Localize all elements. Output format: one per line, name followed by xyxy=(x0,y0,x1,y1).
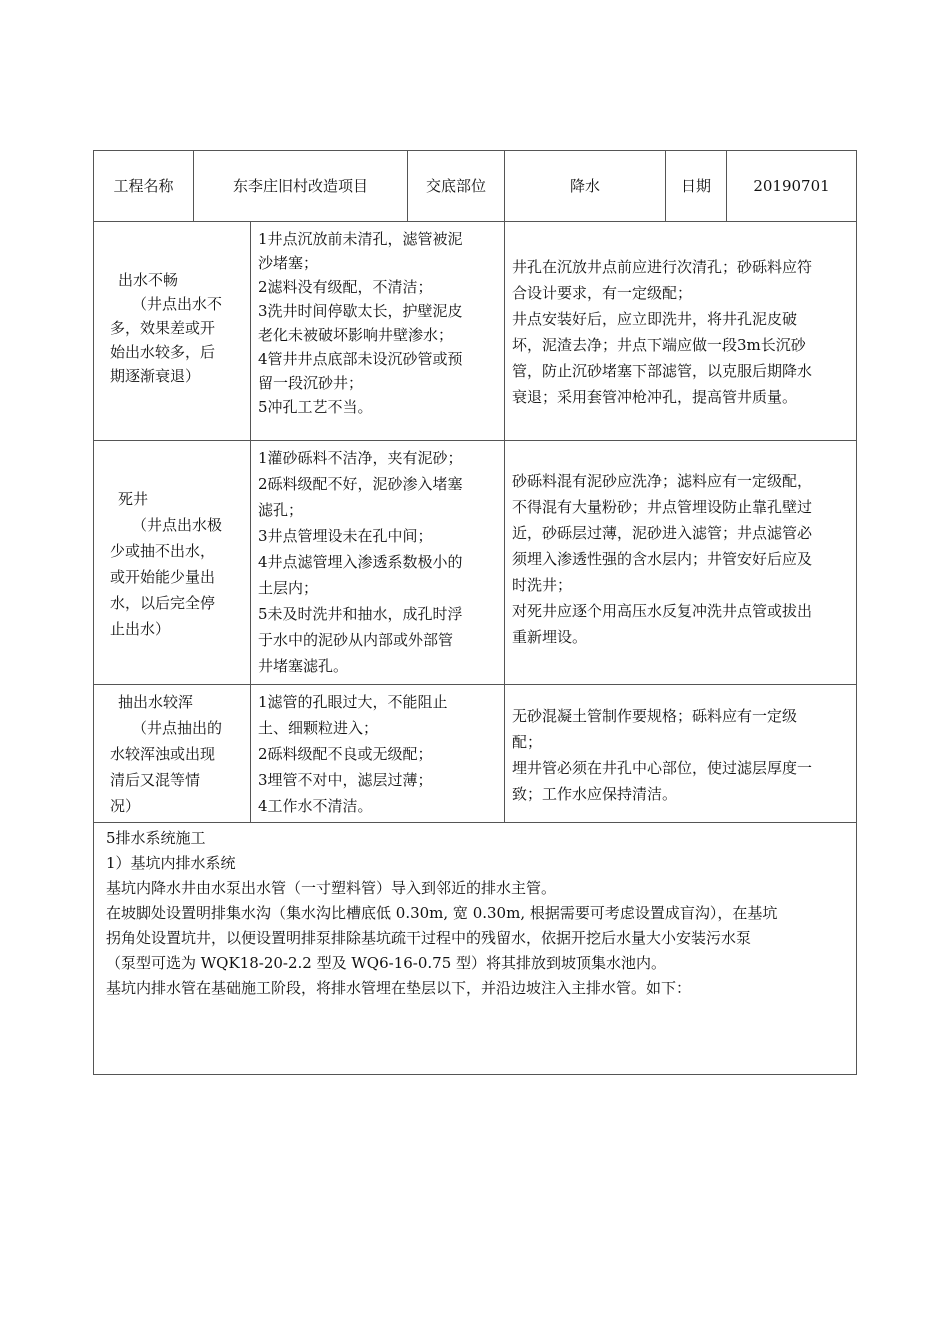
problem-cell xyxy=(110,486,248,682)
cause-line: 1滤管的孔眼过大，不能阻止 xyxy=(258,693,448,711)
cause-line: 1灌砂砾料不洁净，夹有泥砂； xyxy=(258,449,463,467)
project-name-value: 东李庄旧村改造项目 xyxy=(232,177,368,195)
solutions-cell xyxy=(512,468,855,680)
solution-line: 无砂混凝土管制作要规格；砾料应有一定级 xyxy=(512,707,798,725)
date-label: 日期 xyxy=(680,177,711,195)
section-paragraph: 基坑内降水井由水泵出水管（一寸塑料管）导入到邻近的排水主管。 xyxy=(106,879,557,897)
problem-desc: （井点出水不 xyxy=(132,295,223,313)
solution-line: 井孔在沉放井点前应进行次清孔；砂砾料应符 xyxy=(512,258,813,276)
cause-line: 2滤料没有级配，不清洁； xyxy=(258,278,433,296)
cause-line: 于水中的泥砂从内部或外部管 xyxy=(258,631,454,649)
cause-line: 2砾料级配不好，泥砂渗入堵塞 xyxy=(258,475,463,493)
problem-title: 抽出水较浑 xyxy=(118,693,194,711)
cause-line: 沙堵塞； xyxy=(258,254,319,272)
problem-desc: 或开始能少量出 xyxy=(110,568,216,586)
cause-line: 3埋管不对中，滤层过薄； xyxy=(258,771,433,789)
divider xyxy=(250,222,251,822)
problem-desc: 少或抽不出水， xyxy=(110,542,216,560)
solution-line: 不得混有大量粉砂；井点管埋设防止靠孔壁过 xyxy=(512,498,813,516)
solution-line: 须埋入渗透性强的含水层内；井管安好后应及 xyxy=(512,550,813,568)
divider xyxy=(93,440,857,441)
problem-desc: 多，效果差或开 xyxy=(110,319,216,337)
cause-line: 滤孔； xyxy=(258,501,304,519)
problem-desc: 况） xyxy=(110,797,141,815)
causes-cell xyxy=(258,445,502,683)
solution-line: 砂砾料混有泥砂应洗净；滤料应有一定级配， xyxy=(512,472,813,490)
section-paragraph-line: （泵型可选为 WQK18-20-2.2 型及 WQ6-16-0.75 型）将其排放到坡顶集水池内。 xyxy=(106,954,667,972)
problem-title: 出水不畅 xyxy=(118,271,179,289)
problem-desc: 清后又混等情 xyxy=(110,771,201,789)
solution-line: 配； xyxy=(512,733,543,751)
section-paragraph-line: 拐角处设置坑井，以便设置明排泵排除基坑疏干过程中的残留水，依据开挖后水量大小安装污水泵 xyxy=(106,929,752,947)
divider xyxy=(93,221,857,222)
divider xyxy=(504,150,505,822)
solution-line: 致；工作水应保持清洁。 xyxy=(512,785,678,803)
divider xyxy=(93,822,857,823)
solution-line: 井点安装好后，应立即洗井，将井孔泥皮破 xyxy=(512,310,798,328)
causes-cell xyxy=(258,227,502,439)
solutions-cell xyxy=(512,254,855,434)
section-title: 5排水系统施工 xyxy=(106,829,206,847)
problem-desc: 水，以后完全停 xyxy=(110,594,216,612)
problem-desc: 始出水较多，后 xyxy=(110,343,216,361)
cause-line: 老化未被破坏影响井壁渗水； xyxy=(258,326,454,344)
cause-line: 4管井井点底部未设沉砂管或预 xyxy=(258,350,463,368)
cause-line: 留一段沉砂井； xyxy=(258,374,364,392)
cause-line: 4井点滤管埋入渗透系数极小的 xyxy=(258,553,463,571)
solution-line: 管，防止沉砂堵塞下部滤管，以克服后期降水 xyxy=(512,362,813,380)
causes-cell xyxy=(258,689,502,821)
cause-line: 土、细颗粒进入； xyxy=(258,719,379,737)
solution-line: 时洗井； xyxy=(512,576,573,594)
problem-desc: 止出水） xyxy=(110,620,171,638)
problem-desc: 期逐渐衰退） xyxy=(110,367,201,385)
cause-line: 5冲孔工艺不当。 xyxy=(258,398,373,416)
problem-title: 死井 xyxy=(118,490,149,508)
drainage-section xyxy=(106,826,854,1072)
date-value: 20190701 xyxy=(753,177,830,195)
problem-cell xyxy=(110,268,248,438)
cause-line: 3洗井时间停歇太长，护壁泥皮 xyxy=(258,302,463,320)
section-paragraph-line: 在坡脚处设置明排集水沟（集水沟比槽底低 0.30m, 宽 0.30m, 根据需要可考虑设置成盲沟），在基坑 xyxy=(106,904,778,922)
cause-line: 5未及时洗井和抽水，成孔时浮 xyxy=(258,605,463,623)
problem-desc: （井点出水极 xyxy=(132,516,223,534)
solution-line: 近，砂砾层过薄，泥砂进入滤管；井点滤管必 xyxy=(512,524,813,542)
cause-line: 2砾料级配不良或无级配； xyxy=(258,745,433,763)
divider xyxy=(93,684,857,685)
section-subtitle: 1）基坑内排水系统 xyxy=(106,854,236,872)
problem-desc: 水较浑浊或出现 xyxy=(110,745,216,763)
cause-line: 4工作水不清洁。 xyxy=(258,797,373,815)
cause-line: 1井点沉放前未清孔，滤管被泥 xyxy=(258,230,463,248)
solution-line: 埋井管必须在井孔中心部位，使过滤层厚度一 xyxy=(512,759,813,777)
cause-line: 井堵塞滤孔。 xyxy=(258,657,349,675)
problem-cell xyxy=(110,689,248,821)
handover-part-value: 降水 xyxy=(569,177,600,195)
cause-line: 土层内； xyxy=(258,579,319,597)
solution-line: 衰退；采用套管冲枪冲孔，提高管井质量。 xyxy=(512,388,798,406)
project-name-label: 工程名称 xyxy=(113,177,174,195)
solutions-cell xyxy=(512,703,855,819)
problem-desc: （井点抽出的 xyxy=(132,719,223,737)
solution-line: 坏，泥渣去净；井点下端应做一段3m长沉砂 xyxy=(512,336,806,354)
section-paragraph: 基坑内排水管在基础施工阶段，将排水管埋在垫层以下，并沿边坡注入主排水管。如下： xyxy=(106,979,692,997)
solution-line: 重新埋设。 xyxy=(512,628,588,646)
cause-line: 3井点管埋设未在孔中间； xyxy=(258,527,433,545)
handover-part-label: 交底部位 xyxy=(425,177,486,195)
solution-line: 合设计要求，有一定级配； xyxy=(512,284,693,302)
solution-line: 对死井应逐个用高压水反复冲洗井点管或拔出 xyxy=(512,602,813,620)
